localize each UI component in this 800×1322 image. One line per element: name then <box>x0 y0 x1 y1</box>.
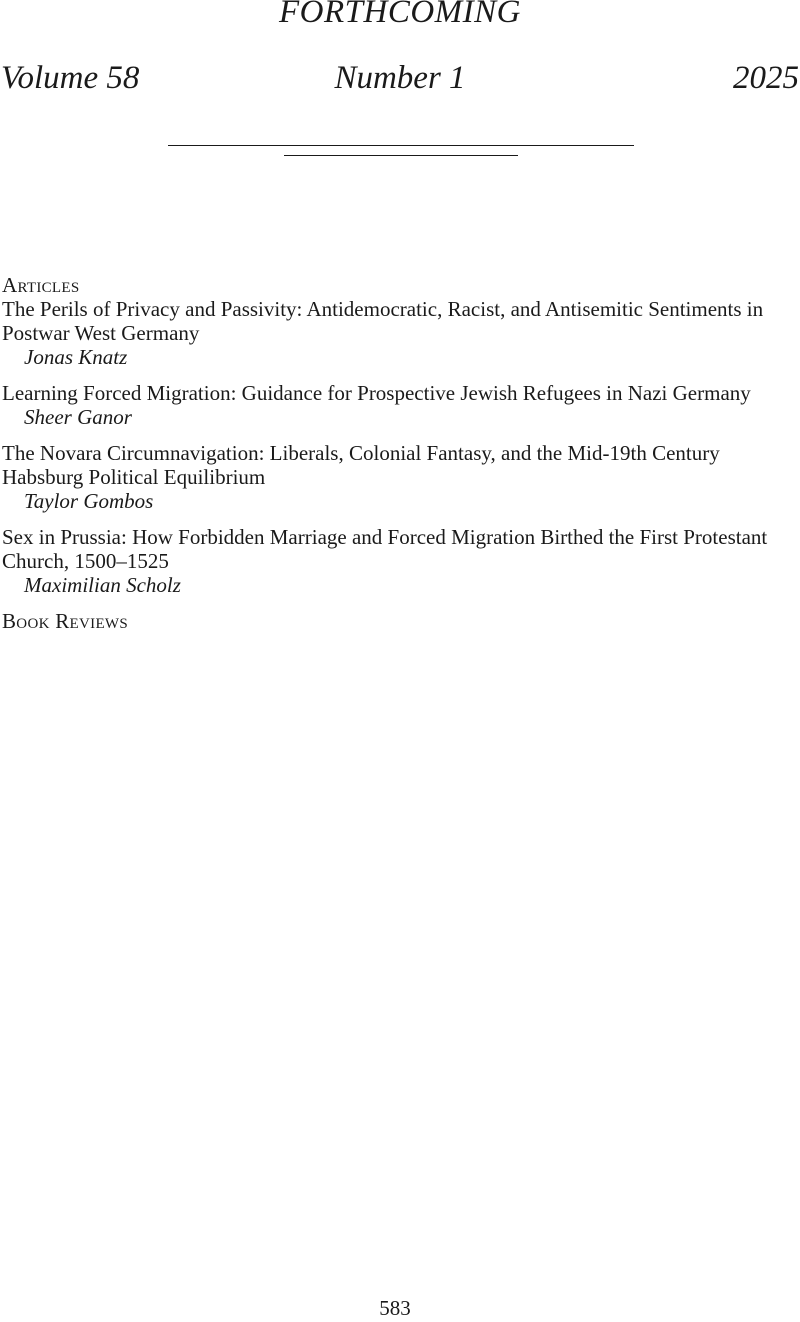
article-entry[interactable] <box>2 381 800 429</box>
divider-short <box>284 155 518 156</box>
article-author: Jonas Knatz <box>24 345 128 369</box>
article-author: Sheer Ganor <box>24 405 132 429</box>
article-entry[interactable] <box>2 441 800 513</box>
article-title[interactable]: Sex in Prussia: How Forbidden Marriage and Forced Migration Birthed the First Protestant Church, 1500–1525 <box>2 525 768 573</box>
article-author: Maximilian Scholz <box>24 573 181 597</box>
issue-number: Number 1 <box>334 60 466 96</box>
article-title[interactable]: The Perils of Privacy and Passivity: Antidemocratic, Racist, and Antisemitic Sentiments in Postwar West Germany <box>2 297 764 345</box>
forthcoming-heading: FORTHCOMING <box>279 0 521 30</box>
volume-label: Volume 58 <box>1 60 140 96</box>
issue-year: 2025 <box>733 60 799 96</box>
article-title[interactable]: Learning Forced Migration: Guidance for Prospective Jewish Refugees in Nazi Germany <box>2 381 751 405</box>
book-reviews-heading[interactable]: Book Reviews <box>2 609 129 633</box>
article-entry[interactable] <box>2 525 800 597</box>
table-of-contents <box>2 273 800 633</box>
divider-long <box>168 145 634 146</box>
article-title[interactable]: The Novara Circumnavigation: Liberals, Colonial Fantasy, and the Mid-19th Century Habsburg Political Equilibrium <box>2 441 720 489</box>
issue-line <box>0 58 800 98</box>
article-author: Taylor Gombos <box>24 489 154 513</box>
page-number: 583 <box>379 1296 411 1320</box>
articles-heading: Articles <box>2 273 80 297</box>
article-entry[interactable] <box>2 297 800 369</box>
